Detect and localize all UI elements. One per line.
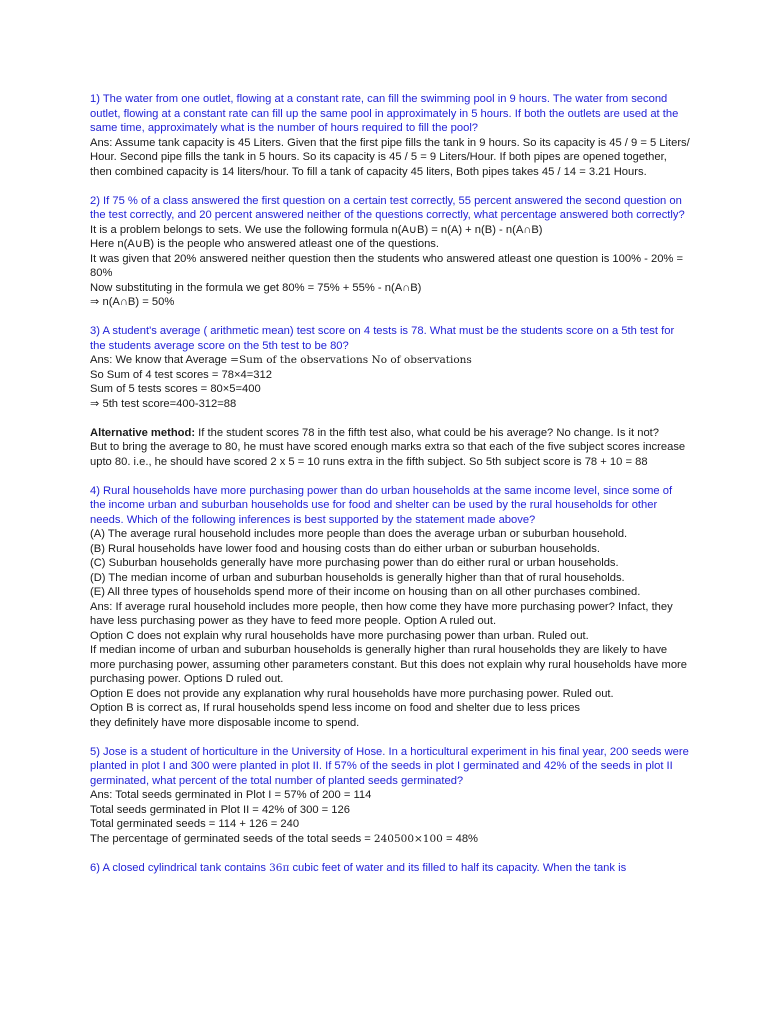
question-4: 4) Rural households have more purchasing power than do urban households at the same income level, since some of the income urban and suburban households use for food and shelter can be used by the rural households for other needs. Which of the following inferences is best supported by the statement made above?: [90, 484, 673, 526]
question-6-prefix: 6) A closed cylindrical tank contains: [90, 861, 270, 874]
answer-3-line: So Sum of 4 test scores = 78×4=312: [90, 368, 272, 381]
question-6-suffix: cubic feet of water and its filled to half its capacity. When the tank is: [289, 861, 627, 874]
answer-3-line: Sum of 5 tests scores = 80×5=400: [90, 383, 261, 395]
volume-formula: 36π: [269, 861, 290, 874]
option-d: (D) The median income of urban and suburban households is generally higher than that of rural households.: [90, 571, 625, 584]
answer-4-line: Option C does not explain why rural households have more purchasing power than urban. Ruled out.: [90, 629, 589, 642]
answer-4-line: Option B is correct as, If rural households spend less income on food and shelter due to less prices: [90, 702, 581, 714]
answer-5-result-prefix: The percentage of germinated seeds of the total seeds =: [90, 832, 374, 845]
question-1: 1) The water from one outlet, flowing at a constant rate, can fill the swimming pool in 9 hours. The water from second outlet, flowing at a constant rate can fill up the same pool in approximately in 5 hours. If both the outlets are used at the same time, approximately what is the number of hours required to fill the pool?: [90, 93, 679, 134]
answer-4-line: If median income of urban and suburban households is generally higher than rural households they are likely to have more purchasing power, assuming other parameters constant. But this does not explain why rural households have more purchasing power. Options D ruled out.: [90, 644, 687, 685]
answer-2-line: It is a problem belongs to sets. We use the following formula n(A∪B) = n(A) + n(B) - n(A∩B): [90, 223, 543, 236]
answer-2-line: It was given that 20% answered neither question then the students who answered atleast one question is 100% - 20% = 80%: [90, 252, 684, 279]
answer-3-prefix: Ans: We know that Average: [90, 354, 231, 366]
alternative-method: [90, 426, 690, 441]
answer-3-line: ⇒ 5th test score=400-312=88: [90, 397, 237, 410]
answer-5-result-suffix: = 48%: [442, 832, 478, 845]
answer-2-line: Now substituting in the formula we get 80% = 75% + 55% - n(A∩B): [90, 281, 422, 294]
document-page: [90, 92, 690, 875]
answer-2-line: ⇒ n(A∩B) = 50%: [90, 296, 175, 308]
alternative-method-label: Alternative method:: [90, 426, 196, 439]
alternative-method-explanation: But to bring the average to 80, he must have scored enough marks extra so that each of the five subject scores increase upto 80. i.e., he should have scored 2 x 5 = 10 runs extra in the fifth subject. So 5th subject score is 78 + 10 = 88: [90, 441, 686, 468]
question-5: 5) Jose is a student of horticulture in the University of Hose. In a horticultural experiment in his final year, 200 seeds were planted in plot I and 300 were planted in plot II. If 57% of the seeds in plot I germinated and 42% of the seeds in plot II germinated, what percent of the total number of planted seeds germinated?: [90, 745, 689, 787]
question-3: 3) A student's average ( arithmetic mean) test score on 4 tests is 78. What must be the students score on a 5th test for the students average score on the 5th test to be 80?: [90, 325, 675, 352]
answer-5-line: Ans: Total seeds germinated in Plot I = 57% of 200 = 114: [90, 789, 372, 801]
answer-5-line: Total seeds germinated in Plot II = 42% of 300 = 126: [90, 803, 350, 816]
answer-5-line: Total germinated seeds = 114 + 126 = 240: [90, 818, 300, 830]
question-2: 2) If 75 % of a class answered the first question on a certain test correctly, 55 percent answered the second question on the test correctly, and 20 percent answered neither of the questions correctly, what percentage answered both correctly?: [90, 194, 685, 221]
answer-5-result: [90, 832, 690, 847]
answer-4-line: Option E does not provide any explanation why rural households have more purchasing power. Ruled out.: [90, 687, 614, 700]
answer-4-line: they definitely have more disposable income to spend.: [90, 716, 360, 729]
option-b: (B) Rural households have lower food and housing costs than do either urban or suburban households.: [90, 542, 600, 555]
average-formula: =Sum of the observations No of observations: [230, 354, 472, 366]
alternative-method-text: If the student scores 78 in the fifth test also, what could be his average? No change. Is it not?: [195, 426, 659, 439]
percentage-formula: 240500×100: [373, 832, 443, 845]
option-a: (A) The average rural household includes more people than does the average urban or suburban household.: [90, 528, 628, 540]
answer-2-line: Here n(A∪B) is the people who answered atleast one of the questions.: [90, 238, 439, 250]
option-e: (E) All three types of households spend more of their income on housing than on all other purchases combined.: [90, 586, 641, 598]
question-6: [90, 861, 690, 876]
answer-1: Ans: Assume tank capacity is 45 Liters. Given that the first pipe fills the tank in 9 hours. So its capacity is 45 / 9 = 5 Liters/ Hour. Second pipe fills the tank in 5 hours. So its capacity is 45 / 5 = 9 Liters/Hour. If both pipes are opened together, then combined capacity is 14 liters/hour. To fill a tank of capacity 45 liters, Both pipes takes 45 / 14 = 3.21 Hours.: [90, 136, 690, 178]
answer-4-line: Ans: If average rural household includes more people, then how come they have more purchasing power? Infact, they have less purchasing power as they have to feed more people. Option A ruled out.: [90, 600, 673, 627]
answer-3-average: [90, 353, 690, 368]
option-c: (C) Suburban households generally have more purchasing power than do either rural or urban households.: [90, 557, 619, 569]
